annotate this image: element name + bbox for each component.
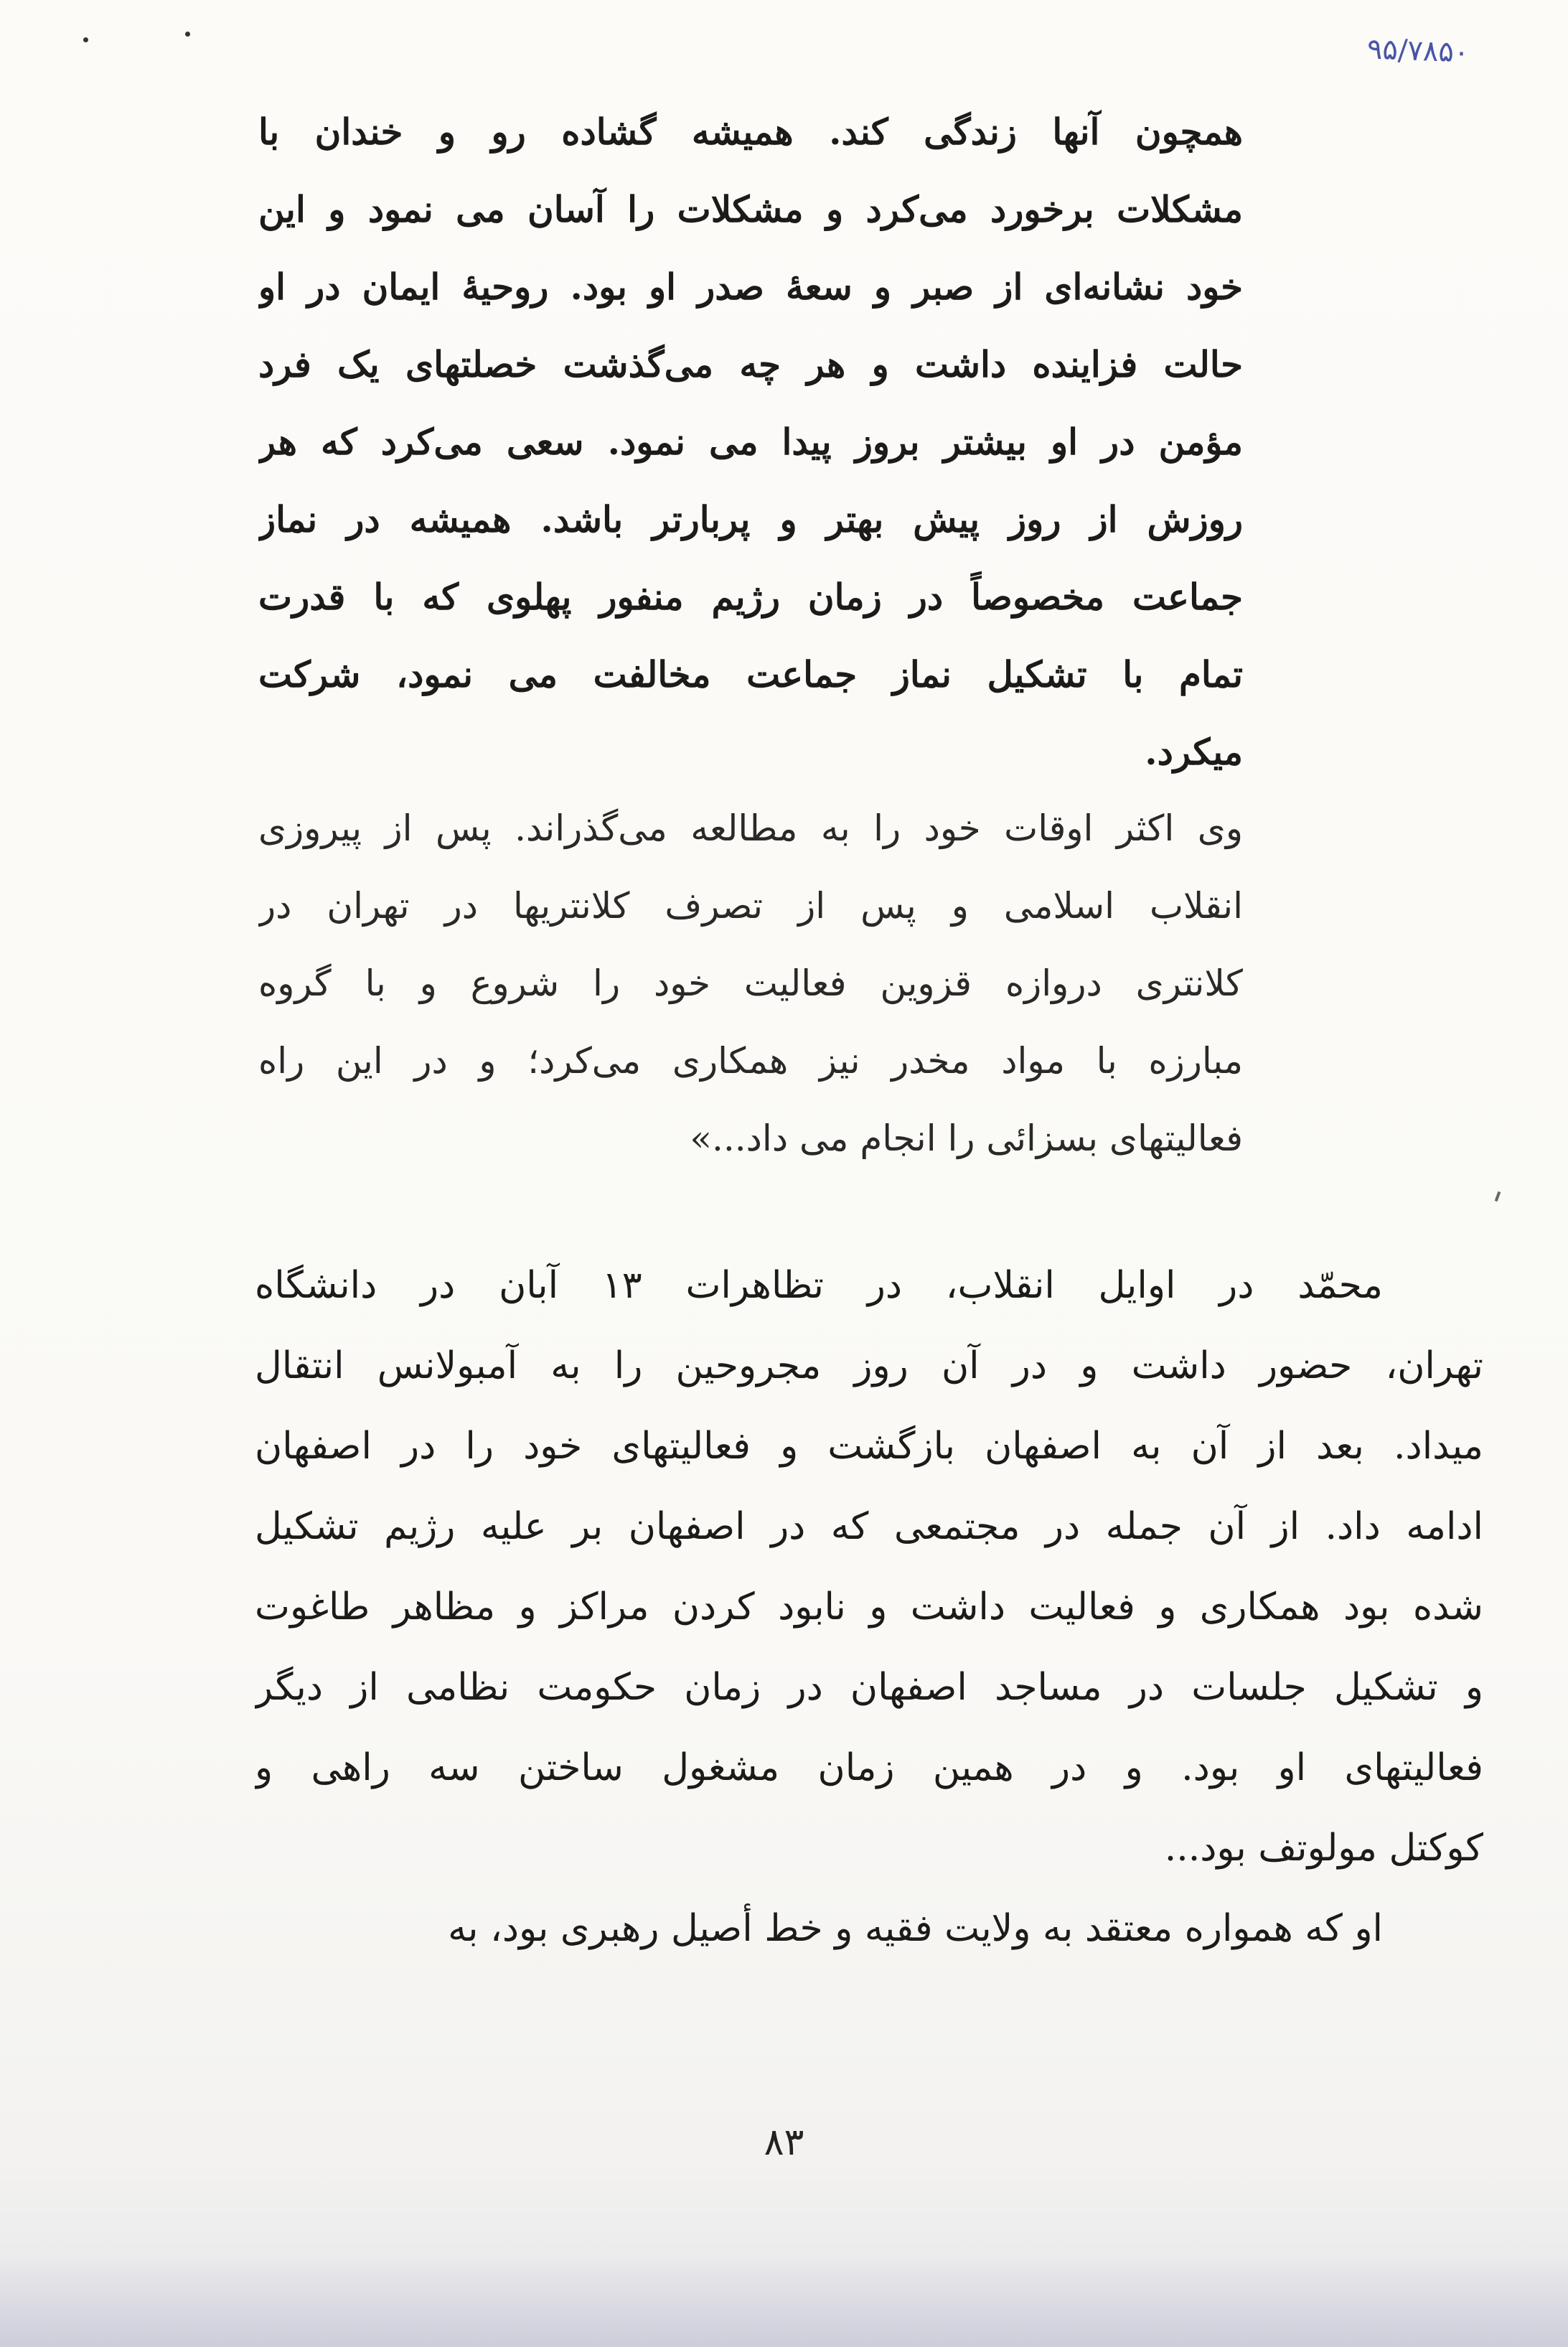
quoted-passage-bold	[258, 93, 1243, 791]
text-line: فعالیتهای او بود. و در همین زمان مشغول ساختن سه راهی و	[255, 1746, 1483, 1789]
text-line: مؤمن در او بیشتر بروز پیدا می نمود. سعی می‌کرد که هر	[258, 421, 1243, 463]
page-number: ۸۳	[764, 2121, 804, 2164]
text-line: کوکتل مولوتف بود...	[1164, 1827, 1483, 1870]
text-line: ادامه داد. از آن جمله در مجتمعی که در اصفهان بر علیه رژیم تشکیل	[255, 1505, 1483, 1548]
text-line: شده بود همکاری و فعالیت داشت و نابود کردن مراکز و مظاهر طاغوت	[255, 1585, 1483, 1629]
text-line: روزش از روز پیش بهتر و پربارتر باشد. همیشه در نماز	[258, 498, 1243, 540]
text-line: میکرد.	[1145, 731, 1243, 773]
text-line: تهران، حضور داشت و در آن روز مجروحین را به آمبولانس انتقال	[255, 1344, 1483, 1387]
text-line: وی اکثر اوقات خود را به مطالعه می‌گذراند. پس از پیروزی	[258, 807, 1243, 849]
text-line: جماعت مخصوصاً در زمان رژیم منفور پهلوی که با قدرت	[258, 576, 1243, 618]
handwritten-reference-number: ۹۵/۷۸۵۰	[1366, 32, 1470, 70]
scan-shadow	[0, 2254, 1568, 2347]
quoted-passage-light	[258, 790, 1243, 1177]
text-line: کلانتری دروازه قزوین فعالیت خود را شروع و با گروه	[258, 962, 1243, 1004]
text-line: خود نشانه‌ای از صبر و سعهٔ صدر او بود. روحیهٔ ایمان در او	[258, 266, 1243, 308]
text-line: میداد. بعد از آن به اصفهان بازگشت و فعالیتهای خود را در اصفهان	[255, 1425, 1483, 1468]
text-line: او که همواره معتقد به ولایت فقیه و خط أصیل رهبری بود، به	[448, 1907, 1383, 1950]
ink-speck	[1495, 1191, 1501, 1202]
ink-speck	[83, 37, 88, 42]
text-line: محمّد در اوایل انقلاب، در تظاهرات ۱۳ آبان در دانشگاه	[255, 1264, 1383, 1307]
text-line: مبارزه با مواد مخدر نیز همکاری می‌کرد؛ و در این راه	[258, 1040, 1243, 1082]
text-line: همچون آنها زندگی کند. همیشه گشاده رو و خندان با	[258, 111, 1243, 153]
ink-speck	[185, 32, 190, 37]
main-paragraph	[255, 1245, 1483, 1969]
text-line: حالت فزاینده داشت و هر چه می‌گذشت خصلتهای یک فرد	[258, 343, 1243, 385]
text-line: فعالیتهای بسزائی را انجام می داد...»	[690, 1118, 1243, 1159]
text-line: و تشکیل جلسات در مساجد اصفهان در زمان حکومت نظامی از دیگر	[255, 1666, 1483, 1709]
text-line: مشکلات برخورد می‌کرد و مشکلات را آسان می نمود و این	[258, 188, 1243, 230]
text-line: انقلاب اسلامی و پس از تصرف کلانتریها در تهران در	[258, 885, 1243, 927]
text-line: تمام با تشکیل نماز جماعت مخالفت می نمود، شرکت	[258, 653, 1243, 695]
